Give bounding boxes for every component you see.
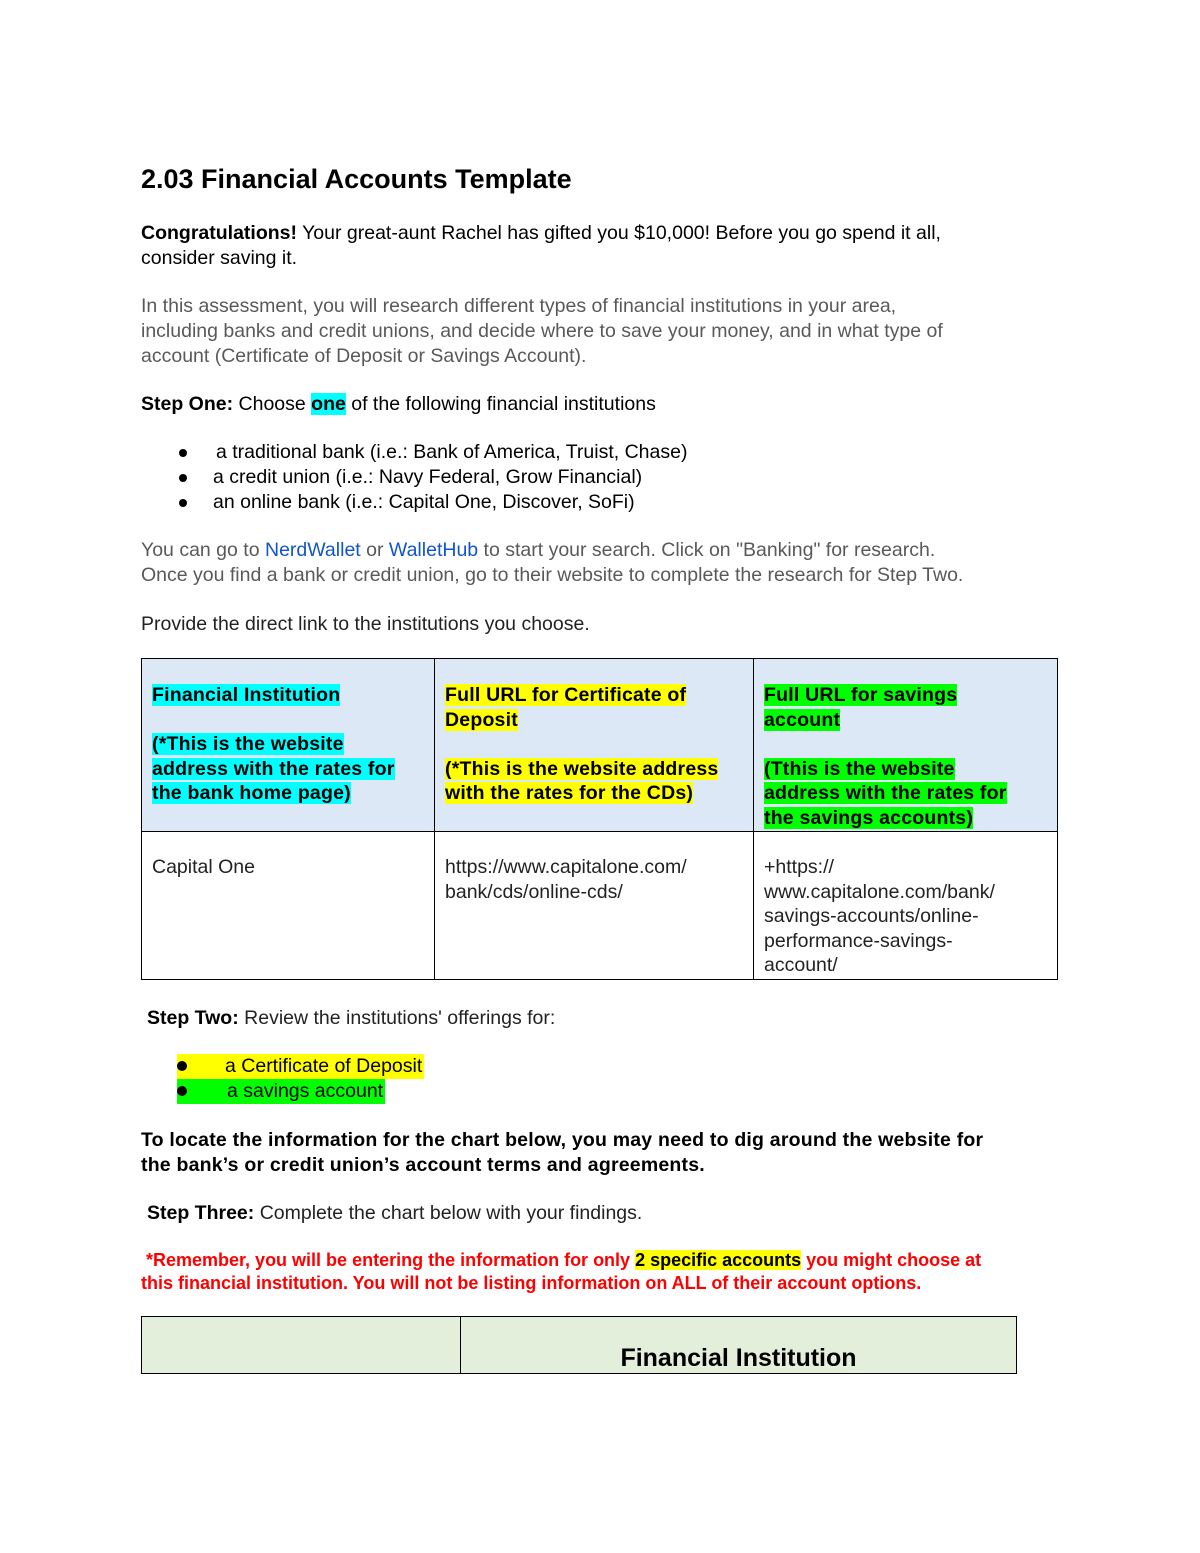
intro-bold: Congratulations! (141, 222, 297, 244)
assessment-line: account (Certificate of Deposit or Savings Account). (141, 345, 587, 367)
list-item (141, 440, 1041, 465)
header-title: Full URL for savings (764, 684, 958, 706)
header-financial-institution (142, 659, 435, 832)
header-note: with the rates for the CDs) (445, 782, 694, 804)
page-title: 2.03 Financial Accounts Template (141, 164, 572, 194)
list-item-text: an online bank (i.e.: Capital One, Discover, SoFi) (213, 491, 635, 513)
findings-header-title: Financial Institution (620, 1344, 857, 1372)
locate-line: the bank’s or credit union’s account terms and agreements. (141, 1154, 705, 1176)
remember-note (141, 1249, 1081, 1295)
assessment-paragraph (141, 294, 1071, 369)
header-title: account (764, 708, 841, 731)
locate-paragraph (141, 1128, 1071, 1178)
list-item-text: a savings account (227, 1080, 384, 1102)
step-one-label: Step One: (141, 393, 234, 415)
offering-list (141, 1054, 741, 1104)
header-note: (Tthis is the website (764, 757, 955, 780)
header-title: Full URL for Certificate of (445, 684, 687, 706)
cell-cd-url (435, 832, 754, 980)
bullet-icon (179, 499, 187, 507)
savings-url-text: www.capitalone.com/bank/ (764, 880, 995, 903)
header-note: address with the rates for (152, 757, 395, 780)
wallethub-link[interactable]: WalletHub (388, 539, 479, 561)
search-text-2: Once you find a bank or credit union, go to their website to complete the research for Step Two. (141, 564, 964, 586)
list-item-text: a traditional bank (i.e.: Bank of America, Truist, Chase) (216, 441, 688, 463)
locate-line: To locate the information for the chart below, you may need to dig around the website for (141, 1129, 984, 1151)
header-title: Financial Institution (152, 684, 341, 706)
search-text: to start your search. Click on "Banking" for research. (478, 539, 936, 561)
search-text: or (360, 539, 389, 561)
bullet-icon (177, 1086, 187, 1096)
list-item (141, 465, 1041, 490)
step-one-heading (141, 392, 1071, 417)
header-note: address with the rates for (764, 782, 1007, 804)
step-two-heading (147, 1006, 1077, 1031)
savings-url-text: performance-savings- (764, 929, 953, 952)
step-three-text: Complete the chart below with your findings. (254, 1202, 643, 1224)
cell-savings-url (754, 832, 1058, 980)
list-item (141, 490, 1041, 515)
intro-text-2: consider saving it. (141, 247, 298, 269)
assessment-line: In this assessment, you will research different types of financial institutions in your area, (141, 295, 897, 317)
table-header-row (142, 1317, 1017, 1374)
header-note: the savings accounts) (764, 806, 974, 829)
step-one-highlight: one (311, 393, 346, 415)
list-item-text: a credit union (i.e.: Navy Federal, Grow Financial) (213, 466, 643, 488)
header-title: Deposit (445, 708, 518, 731)
cd-url-text: https://www.capitalone.com/ (445, 856, 687, 878)
bullet-icon (179, 449, 187, 457)
nerdwallet-link[interactable]: NerdWallet (264, 539, 361, 561)
table-row (142, 832, 1058, 980)
remember-highlight: 2 specific accounts (635, 1250, 802, 1270)
url-table (141, 658, 1058, 980)
search-text: You can go to (141, 539, 265, 561)
header-note: (*This is the website address (445, 757, 719, 780)
highlight-bar (177, 1054, 424, 1079)
header-note: the bank home page) (152, 782, 351, 804)
list-item (141, 1079, 741, 1104)
assessment-line: including banks and credit unions, and decide where to save your money, and in what type of (141, 320, 943, 342)
institution-type-list (141, 440, 1041, 515)
savings-url-text: account/ (764, 954, 838, 976)
step-two-text: Review the institutions' offerings for: (238, 1007, 556, 1029)
table-header-row (142, 659, 1058, 832)
search-paragraph (141, 538, 1071, 588)
step-one-text: of the following financial institutions (345, 393, 656, 415)
step-three-label: Step Three: (147, 1202, 255, 1224)
step-one-text: Choose (233, 393, 312, 415)
intro-text: Your great-aunt Rachel has gifted you $10,000! Before you go spend it all, (297, 222, 941, 244)
remember-text-2: this financial institution. You will not be listing information on ALL of their account options. (141, 1273, 922, 1293)
header-cd-url (435, 659, 754, 832)
savings-url-text: savings-accounts/online- (764, 905, 979, 927)
cd-url-text: bank/cds/online-cds/ (445, 880, 623, 903)
cell-institution (142, 832, 435, 980)
intro-paragraph (141, 221, 1071, 271)
step-two-label: Step Two: (147, 1007, 239, 1029)
header-note: (*This is the website (152, 733, 344, 755)
remember-text: *Remember, you will be entering the information for only (146, 1250, 636, 1270)
bullet-icon (179, 474, 187, 482)
provide-link-text: Provide the direct link to the institutions you choose. (141, 613, 590, 635)
findings-table (141, 1316, 1017, 1374)
bullet-icon (177, 1061, 187, 1071)
header-financial-institution (461, 1317, 1017, 1374)
step-three-heading (147, 1201, 1077, 1226)
highlight-bar (177, 1079, 385, 1104)
institution-name: Capital One (152, 856, 255, 878)
savings-url-text: +https:// (764, 856, 834, 878)
header-savings-url (754, 659, 1058, 832)
list-item-text: a Certificate of Deposit (225, 1055, 423, 1077)
list-item (141, 1054, 741, 1079)
header-blank-cell (142, 1317, 461, 1374)
remember-text: you might choose at (801, 1250, 982, 1270)
